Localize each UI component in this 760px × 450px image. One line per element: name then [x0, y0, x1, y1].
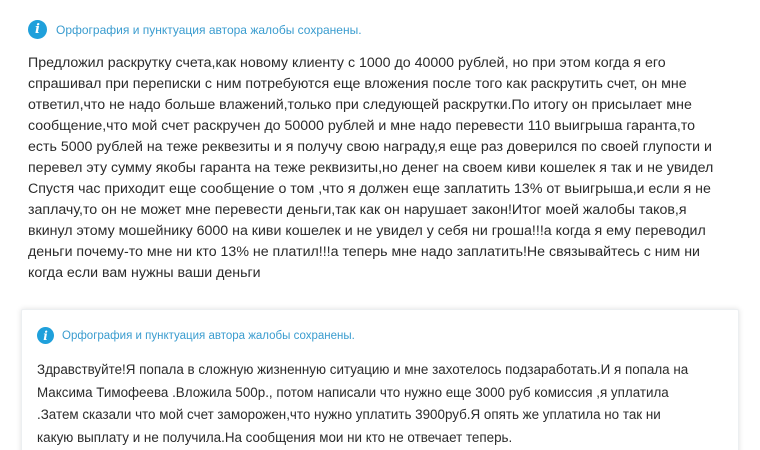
- author-notice: [37, 327, 355, 344]
- info-icon: i: [28, 20, 47, 39]
- review-block-1: [28, 20, 750, 284]
- review-text: Предложил раскрутку счета,как новому клиенту с 1000 до 40000 рублей, но при этом когда я его спрашивал при переписки с ним потребуются еще вложения после того как раскрутить счет, он мне ответил,что не надо больше влажений,только при следующей раскрутки.По итогу он присылает мне сообщение,что мой счет раскручен до 50000 рублей и мне надо перевести 110 выигрыша гаранта,то есть 5000 рублей на теже реквезиты и я получу свою награду,я еще раз доверился по своей глупости и перевел эту сумму якобы гаранта на теже реквизиты,но денег на своем киви кошелек я так и не увидел Спустя час приходит еще сообщение о том ,что я должен еще заплатить 13% от выигрыша,и если я не заплачу,то он не может мне перевести деньги,так как он нарушает закон!Итог моей жалобы таков,я вкинул этому мошейнику 6000 на киви кошелек и не увидел у себя ни гроша!!!а когда я ему переводил деньги почему-то мне ни кто 13% не платил!!!а теперь мне надо заплатить!Не связывайтесь с ним ни когда если вам нужны ваши деньги: [28, 55, 714, 281]
- author-notice-text: Орфография и пунктуация автора жалобы сохранены.: [62, 329, 355, 342]
- author-notice: [28, 20, 750, 39]
- info-icon: i: [37, 327, 54, 344]
- author-notice-text: Орфография и пунктуация автора жалобы сохранены.: [56, 22, 362, 37]
- review-text: Здравствуйте!Я попала в сложную жизненную ситуацию и мне захотелось подзаработать.И я попала на Максима Тимофеева .Вложила 500р., потом написали что нужно еще 3000 руб комиссия ,я уплатила .Затем сказали что мой счет заморожен,что нужно уплатить 3900руб.Я опять же уплатила но так ни какую выплату и не получила.На сообщения мои ни кто не отвечает теперь.: [37, 362, 689, 445]
- review-card-2: [21, 309, 739, 450]
